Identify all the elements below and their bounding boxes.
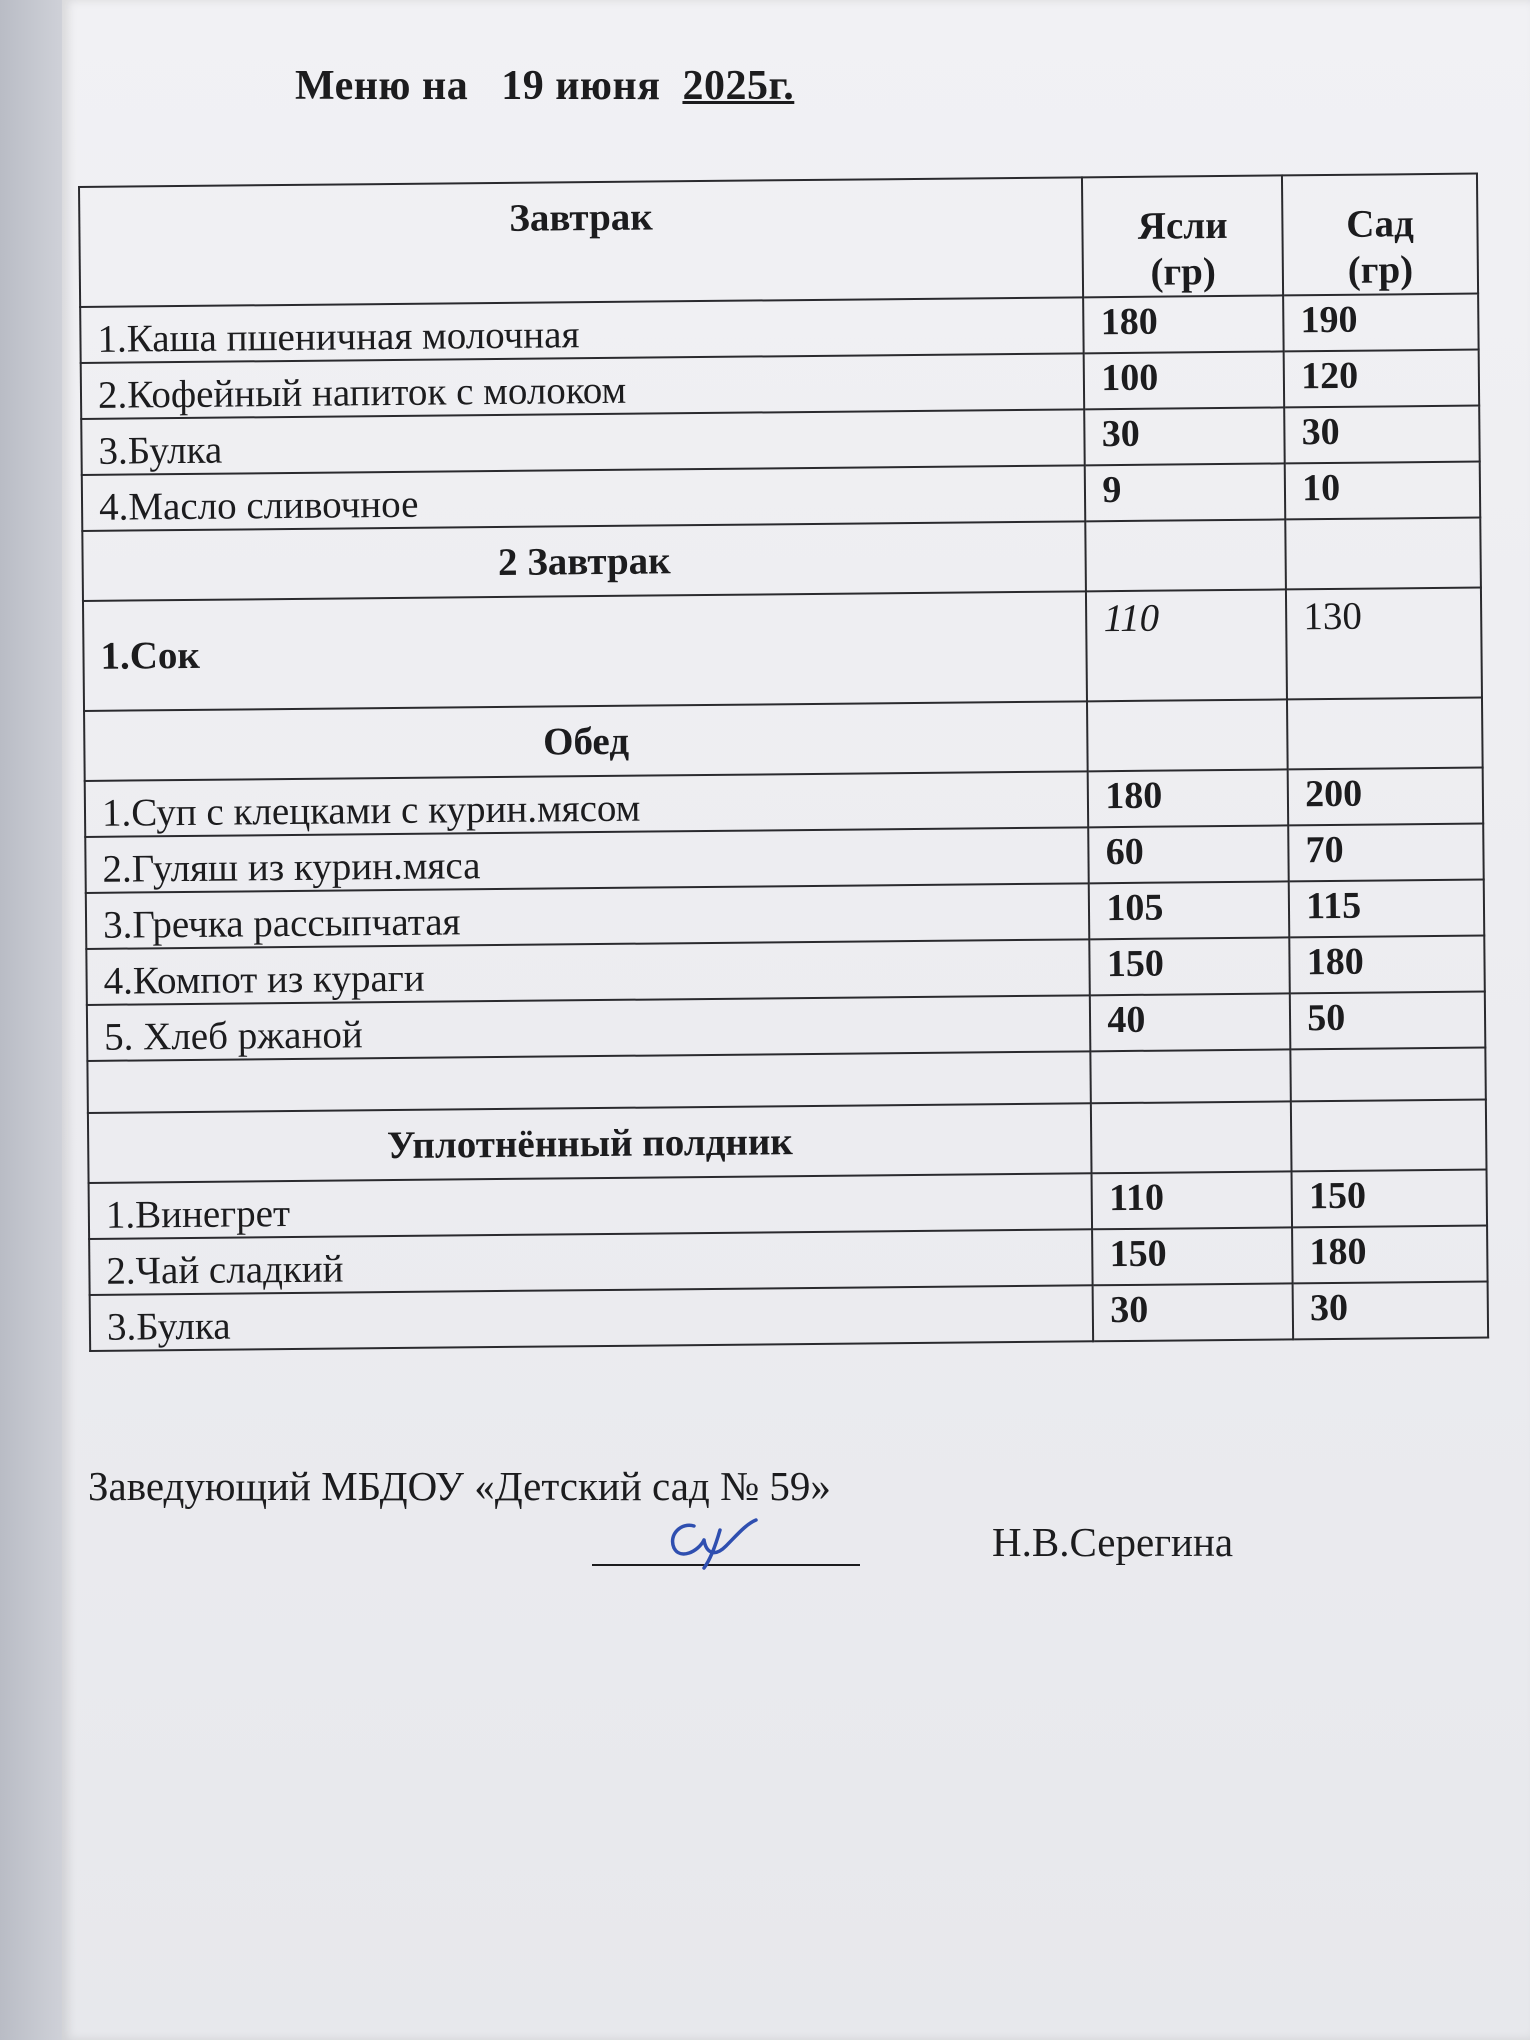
dish-name: 4.Масло сливочное xyxy=(82,465,1086,531)
title-date: Меню на 19 июня xyxy=(295,63,683,109)
empty-cell xyxy=(1086,519,1286,591)
title-year: 2025г. xyxy=(682,63,795,109)
nursery-portion: 150 xyxy=(1092,1227,1292,1285)
empty-cell xyxy=(1091,1049,1291,1103)
kindergarten-portion: 130 xyxy=(1286,588,1482,700)
dish-name: 2.Кофейный напиток с молоком xyxy=(81,353,1085,419)
kindergarten-portion: 180 xyxy=(1289,936,1484,994)
nursery-portion: 9 xyxy=(1085,463,1285,521)
kindergarten-portion: 70 xyxy=(1288,824,1483,882)
nursery-header xyxy=(1082,175,1283,297)
dish-name: 1.Каша пшеничная молочная xyxy=(80,297,1084,363)
dish-name: 1.Суп с клецками с курин.мясом xyxy=(85,771,1089,837)
snack-title: Уплотнённый полдник xyxy=(88,1103,1092,1183)
kindergarten-portion: 30 xyxy=(1293,1282,1488,1340)
empty-cell xyxy=(1087,699,1287,771)
nursery-portion: 180 xyxy=(1088,769,1288,827)
empty-cell xyxy=(1287,698,1482,770)
menu-table xyxy=(78,173,1489,1352)
table-header-row xyxy=(79,174,1478,307)
kindergarten-portion: 115 xyxy=(1289,880,1484,938)
kindergarten-portion: 120 xyxy=(1284,350,1479,408)
dish-name: 3.Булка xyxy=(90,1285,1094,1351)
signature-icon xyxy=(660,1500,770,1570)
kindergarten-portion: 50 xyxy=(1290,992,1485,1050)
nursery-portion: 110 xyxy=(1086,589,1287,701)
dish-name: 3.Гречка рассыпчатая xyxy=(86,883,1090,949)
section-row xyxy=(88,1100,1487,1183)
background-edge xyxy=(0,0,62,2040)
empty-cell xyxy=(1285,518,1480,590)
nursery-portion: 150 xyxy=(1090,937,1290,995)
nursery-header-label: Ясли xyxy=(1137,203,1228,248)
breakfast-header: Завтрак xyxy=(79,177,1083,307)
director-position: Заведующий МБДОУ «Детский сад № 59» xyxy=(88,1463,831,1509)
nursery-portion: 40 xyxy=(1090,993,1290,1051)
kindergarten-portion: 10 xyxy=(1285,462,1480,520)
dish-name: 1.Сок xyxy=(83,591,1087,711)
section-row xyxy=(84,698,1483,781)
page-title xyxy=(295,62,794,110)
empty-cell xyxy=(1291,1100,1486,1172)
kindergarten-portion: 180 xyxy=(1292,1226,1487,1284)
dish-name: 3.Булка xyxy=(81,409,1085,475)
kindergarten-portion: 150 xyxy=(1292,1170,1487,1228)
dish-name: 1.Винегрет xyxy=(89,1173,1093,1239)
nursery-portion: 30 xyxy=(1085,407,1285,465)
kindergarten-portion: 200 xyxy=(1288,768,1483,826)
section-row xyxy=(82,518,1481,601)
nursery-portion: 110 xyxy=(1092,1171,1292,1229)
nursery-header-unit: (гр) xyxy=(1150,250,1217,294)
nursery-portion: 30 xyxy=(1093,1283,1293,1341)
nursery-portion: 60 xyxy=(1089,825,1289,883)
empty-cell xyxy=(1291,1048,1486,1102)
lunch-title: Обед xyxy=(84,701,1088,781)
signer-name: Н.В.Серегина xyxy=(992,1519,1234,1565)
dish-name: 2.Чай сладкий xyxy=(89,1229,1093,1295)
dish-name: 2.Гуляш из курин.мяса xyxy=(85,827,1089,893)
nursery-portion: 105 xyxy=(1089,881,1289,939)
kindergarten-header-unit: (гр) xyxy=(1347,248,1414,292)
dish-name: 5. Хлеб ржаной xyxy=(87,995,1091,1061)
nursery-portion: 180 xyxy=(1083,295,1283,353)
kindergarten-header-label: Сад xyxy=(1346,202,1414,246)
kindergarten-portion: 190 xyxy=(1283,294,1478,352)
empty-cell xyxy=(1091,1101,1291,1173)
nursery-portion: 100 xyxy=(1084,351,1284,409)
kindergarten-header xyxy=(1282,174,1478,296)
empty-cell xyxy=(87,1051,1091,1113)
dish-name: 4.Компот из кураги xyxy=(86,939,1090,1005)
table-row xyxy=(83,588,1482,711)
kindergarten-portion: 30 xyxy=(1284,406,1479,464)
second-breakfast-title: 2 Завтрак xyxy=(82,521,1086,601)
